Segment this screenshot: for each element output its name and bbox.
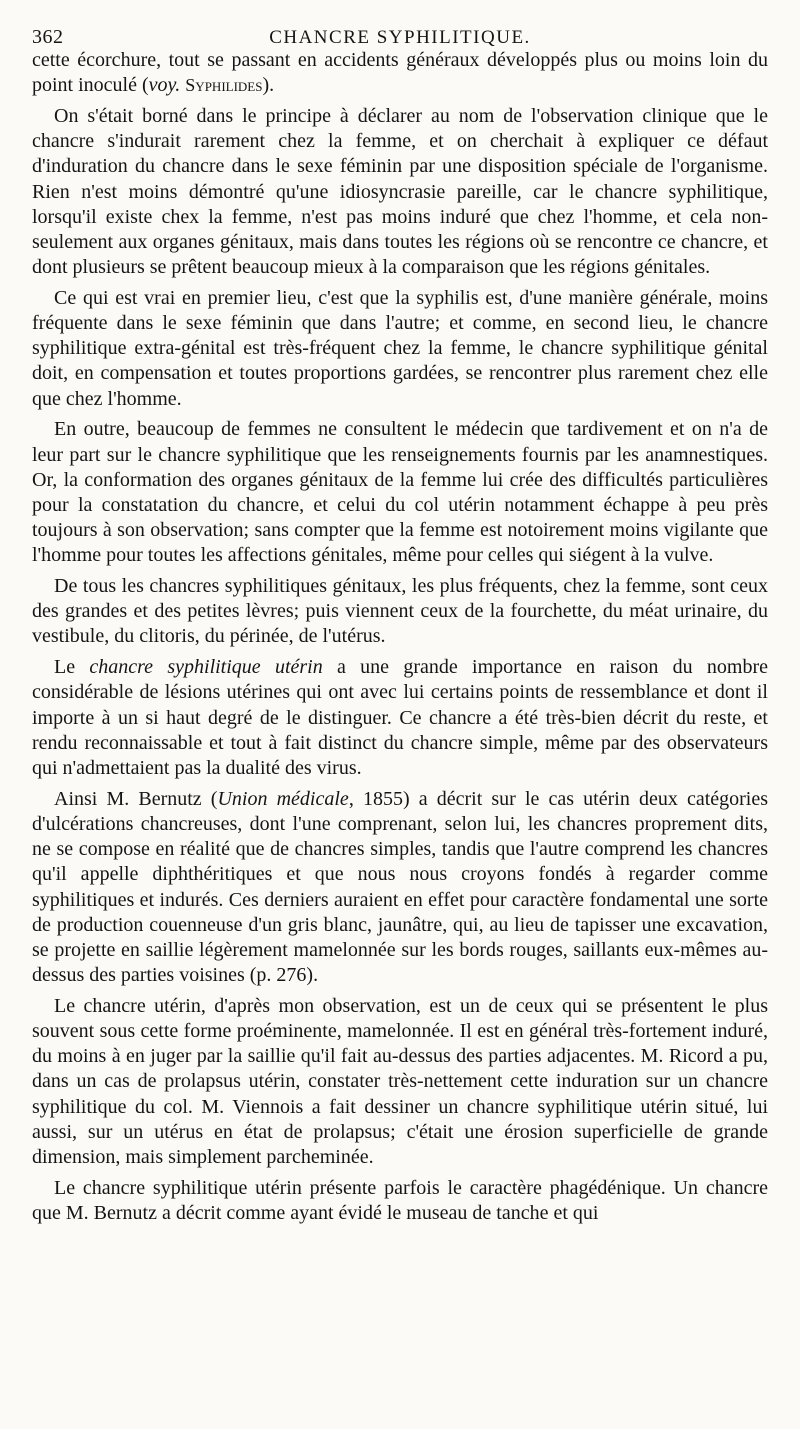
running-head [32, 0, 768, 48]
paragraph [32, 286, 768, 412]
text-run: , 1855) a décrit sur le cas utérin deux catégories d'ulcérations chancreuses, dont l'une comprenant, selon lui, les chancres proprement dits, ne se compose en réalité que de chancres simples, tandis que l'autre comprend les chancres qu'il appelle diphthéritiques et que nous nous croyons fondés à regarder comme syphilitiques et indurés. Ces derniers auraient en effet pour caractère fondamental une sorte de production couenneuse d'un gris blanc, jaunâtre, qui, au lieu de tapisser une excavation, se projette en saillie légèrement mamelonnée sur les bords rouges, saillants eux-mêmes au-dessus des parties voisines (p. 276). [32, 787, 769, 987]
paragraph [32, 48, 768, 98]
text-run: Le chancre syphilitique utérin présente parfois le caractère phagédénique. Un chancre que M. Bernutz a décrit comme ayant évidé le museau de tanche et qui [32, 1176, 768, 1224]
paragraph [32, 655, 768, 781]
paragraph [32, 574, 768, 650]
text-run: ). [262, 74, 275, 97]
paragraph [32, 994, 768, 1170]
smallcaps-run: Syphilides [185, 75, 263, 96]
paragraph [32, 1176, 768, 1226]
paragraph [32, 787, 768, 989]
text-run: De tous les chancres syphilitiques génitaux, les plus fréquents, chez la femme, sont ceux des grandes et des petites lèvres; puis viennent ceux de la fourchette, du méat urinaire, du vestibule, du clitoris, du périnée, de l'utérus. [32, 575, 768, 648]
italic-run: voy. [148, 74, 181, 97]
body-text [32, 48, 768, 1226]
running-title: CHANCRE SYPHILITIQUE. [269, 27, 531, 48]
text-run: cette écorchure, tout se passant en accidents généraux développés plus ou moins loin du point inoculé ( [32, 49, 768, 97]
paragraph [32, 104, 768, 280]
italic-run: chancre syphilitique utérin [89, 656, 323, 679]
text-run: Ainsi M. Bernutz ( [54, 787, 218, 810]
text-run: En outre, beaucoup de femmes ne consultent le médecin que tardivement et on n'a de leur part sur le chancre syphilitique que les renseignements fournis par les anamnestiques. Or, la conformation des organes génitaux de la femme lui crée des difficultés particulières pour la constatation du chancre, et celui du col utérin notamment échappe à peu près toujours à son observation; sans compter que la femme est notoirement moins vigilante que l'homme pour toutes les affections génitales, même pour celles qui siégent à la vulve. [32, 418, 768, 567]
text-run: On s'était borné dans le principe à déclarer au nom de l'observation clinique que le chancre s'indurait rarement chez la femme, et on cherchait à expliquer ce défaut d'induration du chancre dans le sexe féminin par une disposition spéciale de l'organisme. Rien n'est moins démontré qu'une idiosyncrasie pareille, car le chancre syphilitique, lorsqu'il existe chex la femme, n'est pas moins induré que chez l'homme, et cela non-seulement aux organes génitaux, mais dans toutes les régions où se rencontre ce chancre, et dont plusieurs se prêtent beaucoup mieux à la comparaison que les régions génitales. [32, 104, 768, 279]
page-number: 362 [32, 26, 64, 48]
text-run: a une grande importance en raison du nombre considérable de lésions utérines qui ont avec lui certains points de ressemblance et dont il importe à un si haut degré de le distinguer. Ce chancre a été très-bien décrit du reste, et rendu reconnaissable et tout à fait distinct du chancre simple, même par des observateurs qui n'admettaient pas la dualité des virus. [32, 656, 769, 779]
text-run: Le chancre utérin, d'après mon observation, est un de ceux qui se présentent le plus souvent sous cette forme proéminente, mamelonnée. Il est en général très-fortement induré, du moins à en juger par la saillie qu'il fait au-dessus des parties adjacentes. M. Ricord a pu, dans un cas de prolapsus utérin, constater très-nettement cette induration sur un chancre syphilitique du col. M. Viennois a fait dessiner un chancre syphilitique utérin situé, lui aussi, sur un utérus en état de prolapsus; c'était une érosion superficielle de grande dimension, mais simplement parcheminée. [32, 994, 768, 1169]
paragraph [32, 417, 768, 568]
text-run: Le [54, 656, 90, 679]
text-run: Ce qui est vrai en premier lieu, c'est que la syphilis est, d'une manière générale, moins fréquente dans le sexe féminin que dans l'autre; et comme, en second lieu, le chancre syphilitique extra-génital est très-fréquent chez la femme, le chancre syphilitique génital doit, en compensation et toutes proportions gardées, se rencontrer plus rarement chez elle que chez l'homme. [32, 286, 768, 410]
italic-run: Union médicale [217, 787, 349, 810]
